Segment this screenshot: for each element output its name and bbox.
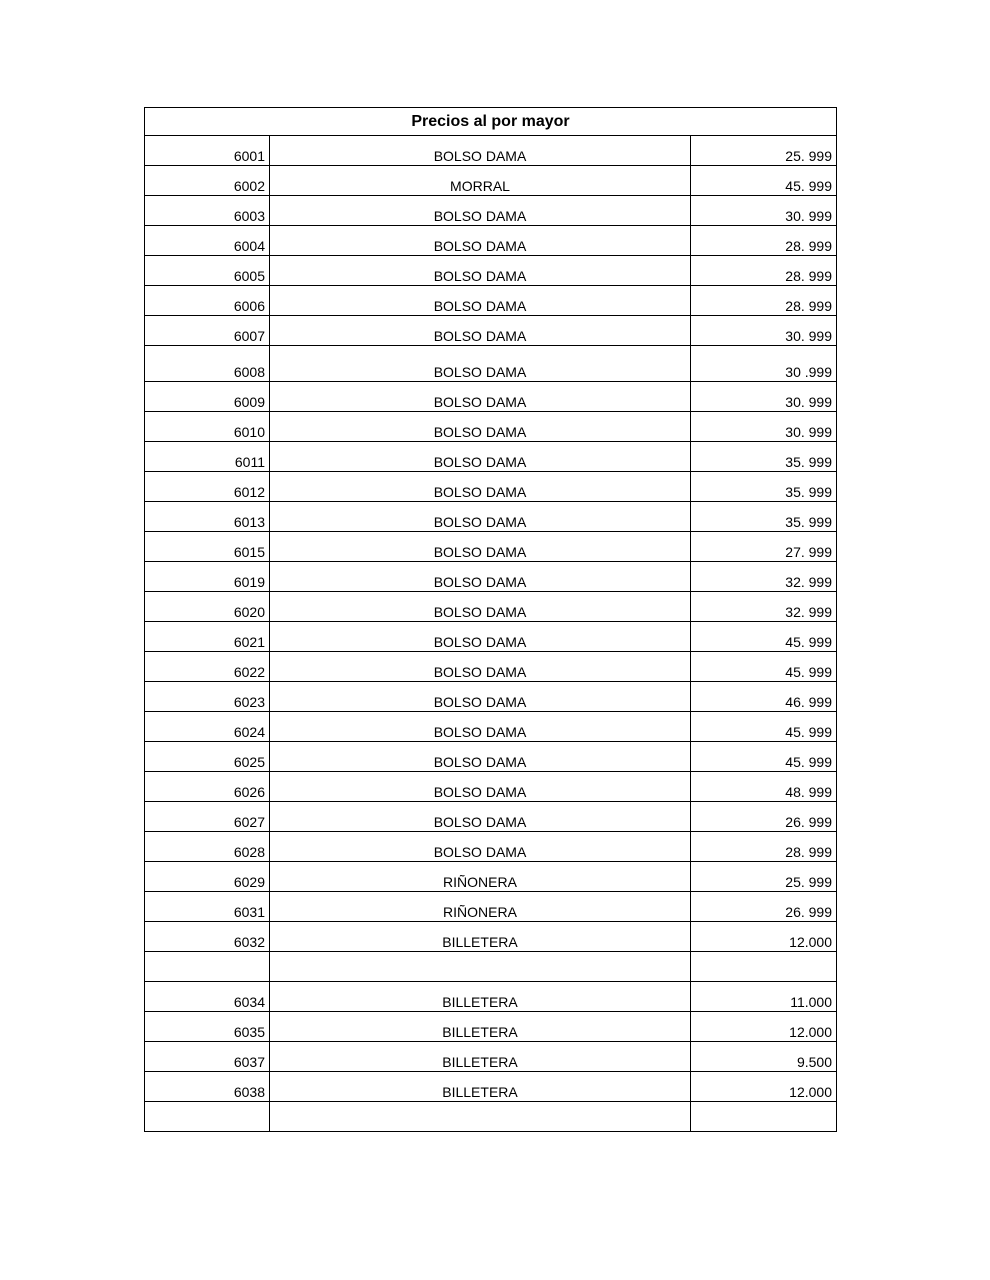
item-price-cell: 12.000 bbox=[691, 922, 837, 952]
item-description-cell: BOLSO DAMA bbox=[270, 346, 691, 382]
item-price-cell: 30 .999 bbox=[691, 346, 837, 382]
table-row bbox=[145, 892, 837, 922]
item-code-cell: 6004 bbox=[145, 226, 270, 256]
item-description-cell: BILLETERA bbox=[270, 922, 691, 952]
item-price-cell: 45. 999 bbox=[691, 622, 837, 652]
table-row bbox=[145, 832, 837, 862]
item-price-cell: 25. 999 bbox=[691, 862, 837, 892]
item-description-cell: BOLSO DAMA bbox=[270, 412, 691, 442]
table-row bbox=[145, 712, 837, 742]
item-description-cell bbox=[270, 1102, 691, 1132]
item-description-cell: RIÑONERA bbox=[270, 892, 691, 922]
table-row bbox=[145, 982, 837, 1012]
table-row bbox=[145, 1012, 837, 1042]
item-price-cell: 26. 999 bbox=[691, 892, 837, 922]
item-description-cell: BOLSO DAMA bbox=[270, 622, 691, 652]
item-code-cell: 6002 bbox=[145, 166, 270, 196]
table-row bbox=[145, 286, 837, 316]
item-description-cell: MORRAL bbox=[270, 166, 691, 196]
item-description-cell: BOLSO DAMA bbox=[270, 652, 691, 682]
table-row bbox=[145, 592, 837, 622]
item-price-cell: 28. 999 bbox=[691, 256, 837, 286]
item-code-cell: 6027 bbox=[145, 802, 270, 832]
item-description-cell: BOLSO DAMA bbox=[270, 442, 691, 472]
item-code-cell: 6025 bbox=[145, 742, 270, 772]
table-row bbox=[145, 1102, 837, 1132]
item-description-cell: BOLSO DAMA bbox=[270, 562, 691, 592]
item-description-cell bbox=[270, 952, 691, 982]
table-row bbox=[145, 442, 837, 472]
item-code-cell: 6003 bbox=[145, 196, 270, 226]
item-code-cell: 6019 bbox=[145, 562, 270, 592]
item-price-cell: 35. 999 bbox=[691, 472, 837, 502]
item-price-cell: 45. 999 bbox=[691, 166, 837, 196]
item-price-cell: 27. 999 bbox=[691, 532, 837, 562]
table-row bbox=[145, 196, 837, 226]
table-row bbox=[145, 562, 837, 592]
item-price-cell: 9.500 bbox=[691, 1042, 837, 1072]
item-price-cell: 25. 999 bbox=[691, 136, 837, 166]
item-description-cell: BOLSO DAMA bbox=[270, 712, 691, 742]
item-description-cell: BOLSO DAMA bbox=[270, 742, 691, 772]
item-code-cell: 6008 bbox=[145, 346, 270, 382]
item-description-cell: BOLSO DAMA bbox=[270, 286, 691, 316]
table-row bbox=[145, 922, 837, 952]
item-description-cell: BOLSO DAMA bbox=[270, 502, 691, 532]
table-row bbox=[145, 226, 837, 256]
item-description-cell: BILLETERA bbox=[270, 1042, 691, 1072]
item-code-cell: 6024 bbox=[145, 712, 270, 742]
item-price-cell: 30. 999 bbox=[691, 196, 837, 226]
table-row bbox=[145, 136, 837, 166]
item-description-cell: BOLSO DAMA bbox=[270, 832, 691, 862]
item-code-cell: 6034 bbox=[145, 982, 270, 1012]
item-code-cell: 6001 bbox=[145, 136, 270, 166]
item-code-cell: 6005 bbox=[145, 256, 270, 286]
item-description-cell: BOLSO DAMA bbox=[270, 532, 691, 562]
item-code-cell: 6010 bbox=[145, 412, 270, 442]
table-row bbox=[145, 1072, 837, 1102]
item-description-cell: BOLSO DAMA bbox=[270, 226, 691, 256]
table-row bbox=[145, 472, 837, 502]
item-code-cell: 6013 bbox=[145, 502, 270, 532]
price-table-body bbox=[145, 108, 837, 1132]
item-description-cell: BOLSO DAMA bbox=[270, 196, 691, 226]
item-code-cell: 6022 bbox=[145, 652, 270, 682]
table-row bbox=[145, 952, 837, 982]
table-row bbox=[145, 652, 837, 682]
item-code-cell: 6028 bbox=[145, 832, 270, 862]
item-price-cell: 45. 999 bbox=[691, 652, 837, 682]
item-code-cell: 6032 bbox=[145, 922, 270, 952]
item-price-cell bbox=[691, 952, 837, 982]
item-code-cell: 6031 bbox=[145, 892, 270, 922]
item-description-cell: BOLSO DAMA bbox=[270, 316, 691, 346]
item-price-cell: 45. 999 bbox=[691, 712, 837, 742]
item-description-cell: BOLSO DAMA bbox=[270, 256, 691, 286]
item-description-cell: BILLETERA bbox=[270, 1012, 691, 1042]
table-row bbox=[145, 502, 837, 532]
item-price-cell: 35. 999 bbox=[691, 442, 837, 472]
item-description-cell: BOLSO DAMA bbox=[270, 592, 691, 622]
title-row bbox=[145, 108, 837, 136]
item-price-cell: 32. 999 bbox=[691, 562, 837, 592]
item-price-cell: 28. 999 bbox=[691, 226, 837, 256]
item-code-cell: 6026 bbox=[145, 772, 270, 802]
item-price-cell: 32. 999 bbox=[691, 592, 837, 622]
table-row bbox=[145, 346, 837, 382]
item-description-cell: BOLSO DAMA bbox=[270, 682, 691, 712]
item-description-cell: BOLSO DAMA bbox=[270, 136, 691, 166]
item-code-cell: 6006 bbox=[145, 286, 270, 316]
table-row bbox=[145, 316, 837, 346]
table-row bbox=[145, 802, 837, 832]
item-price-cell: 30. 999 bbox=[691, 382, 837, 412]
table-row bbox=[145, 742, 837, 772]
table-row bbox=[145, 772, 837, 802]
item-description-cell: BOLSO DAMA bbox=[270, 772, 691, 802]
item-code-cell: 6015 bbox=[145, 532, 270, 562]
item-price-cell: 48. 999 bbox=[691, 772, 837, 802]
item-description-cell: BOLSO DAMA bbox=[270, 382, 691, 412]
item-code-cell: 6035 bbox=[145, 1012, 270, 1042]
table-row bbox=[145, 382, 837, 412]
item-price-cell: 12.000 bbox=[691, 1072, 837, 1102]
table-row bbox=[145, 862, 837, 892]
item-code-cell: 6021 bbox=[145, 622, 270, 652]
item-code-cell: 6029 bbox=[145, 862, 270, 892]
table-row bbox=[145, 1042, 837, 1072]
price-table bbox=[144, 107, 837, 1132]
item-description-cell: RIÑONERA bbox=[270, 862, 691, 892]
item-description-cell: BILLETERA bbox=[270, 1072, 691, 1102]
table-row bbox=[145, 682, 837, 712]
item-price-cell: 11.000 bbox=[691, 982, 837, 1012]
item-price-cell: 12.000 bbox=[691, 1012, 837, 1042]
item-price-cell: 28. 999 bbox=[691, 832, 837, 862]
item-price-cell: 28. 999 bbox=[691, 286, 837, 316]
table-row bbox=[145, 256, 837, 286]
table-title: Precios al por mayor bbox=[145, 108, 837, 136]
item-code-cell: 6011 bbox=[145, 442, 270, 472]
item-price-cell: 45. 999 bbox=[691, 742, 837, 772]
item-code-cell: 6020 bbox=[145, 592, 270, 622]
table-row bbox=[145, 412, 837, 442]
item-price-cell: 46. 999 bbox=[691, 682, 837, 712]
item-code-cell bbox=[145, 952, 270, 982]
item-price-cell: 30. 999 bbox=[691, 412, 837, 442]
table-row bbox=[145, 166, 837, 196]
table-row bbox=[145, 622, 837, 652]
item-price-cell: 26. 999 bbox=[691, 802, 837, 832]
item-description-cell: BOLSO DAMA bbox=[270, 472, 691, 502]
item-description-cell: BILLETERA bbox=[270, 982, 691, 1012]
item-code-cell: 6007 bbox=[145, 316, 270, 346]
item-price-cell bbox=[691, 1102, 837, 1132]
item-price-cell: 35. 999 bbox=[691, 502, 837, 532]
item-description-cell: BOLSO DAMA bbox=[270, 802, 691, 832]
item-code-cell: 6037 bbox=[145, 1042, 270, 1072]
item-code-cell: 6012 bbox=[145, 472, 270, 502]
item-code-cell: 6023 bbox=[145, 682, 270, 712]
item-code-cell: 6009 bbox=[145, 382, 270, 412]
table-row bbox=[145, 532, 837, 562]
item-code-cell bbox=[145, 1102, 270, 1132]
item-price-cell: 30. 999 bbox=[691, 316, 837, 346]
item-code-cell: 6038 bbox=[145, 1072, 270, 1102]
